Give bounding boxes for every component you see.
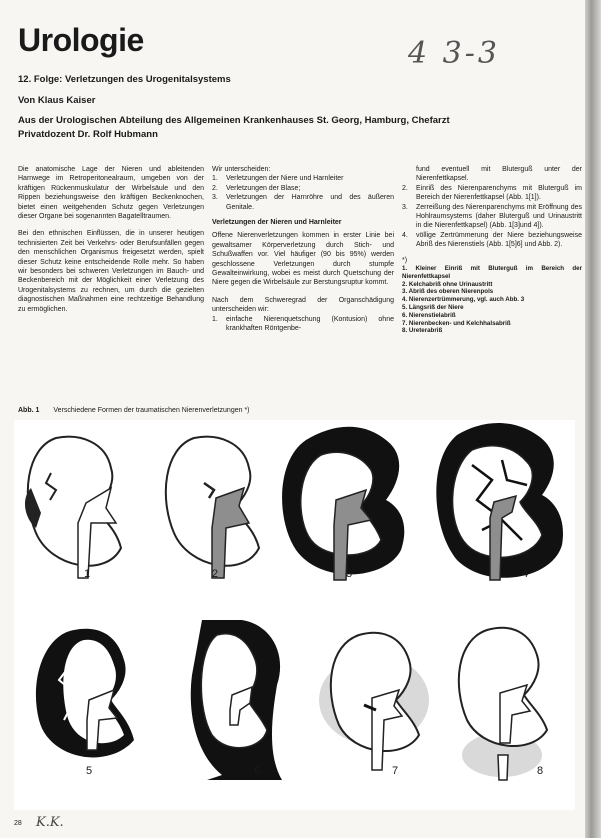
kidney-panel-1 xyxy=(16,428,146,588)
paragraph: Wir unterscheiden: xyxy=(212,166,271,173)
kidney-panel-8 xyxy=(442,615,572,785)
figure-label: 6 xyxy=(254,765,261,777)
legend-item: 4. Nierenzertrümmerung, vgl. auch Abb. 3 xyxy=(402,296,525,304)
kidney-panel-5 xyxy=(29,620,159,780)
list-item: 3. Verletzungen der Harnröhre und des äußeren Genitale. xyxy=(212,194,394,211)
handwritten-note: 4 3-3 xyxy=(408,36,500,71)
page-number: 28 xyxy=(14,820,22,827)
footnote-marker: *) xyxy=(402,256,408,264)
page-edge xyxy=(585,0,601,838)
figure-caption xyxy=(18,407,250,414)
kidney-panel-2 xyxy=(154,428,284,588)
paragraph: Die anatomische Lage der Nieren und ableitenden Harnwege im Retroperitonealraum, umgeben von der kräftigen Rückenmuskulatur der Wirbelsäule und den Rippen beziehungsweise den kräftigen Beckenknochen, bietet einen weitgehenden Schutz gegen Verletzungen dieser Organe bei sogenannten Bagatelltraumen. xyxy=(18,166,204,221)
legend-item: 3. Abriß des oberen Nierenpols xyxy=(402,288,494,296)
kidney-illustration xyxy=(14,420,575,810)
list-item: 1. einfache Nierenquetschung (Kontusion) ohne krankhaften Röntgenbe- xyxy=(212,315,394,333)
list-item: 1. Verletzungen der Niere und Harnleiter xyxy=(212,175,344,183)
figure-label: 5 xyxy=(86,765,93,777)
kidney-panel-4 xyxy=(432,420,572,590)
figure-label: 4 xyxy=(522,568,529,580)
legend-item: 6. Nierenstielabriß xyxy=(402,311,456,319)
figure-label: 7 xyxy=(392,765,399,777)
author: Von Klaus Kaiser xyxy=(18,95,96,106)
list-item: 4. völlige Zertrümmerung der Niere beziehungsweise Abriß des Nierenstiels (Abb. 1[5]6] und Abb. 2). xyxy=(402,231,582,249)
list-item: 2. Verletzungen der Blase; xyxy=(212,184,301,192)
section-heading: Verletzungen der Nieren und Harnleiter xyxy=(212,219,342,227)
paragraph: fund eventuell mit Bluterguß unter der Nierenfettkapsel. xyxy=(416,166,582,183)
figure-label: 1 xyxy=(84,568,91,580)
list-item: 3. Zerreißung des Nierenparenchyms mit Eröffnung des Hohlraumsystems (daher Bluterguß und Urinaustritt in die Nierenfettkapsel) (Abb. 1[3]und 4]). xyxy=(402,203,582,230)
page-title: Urologie xyxy=(18,22,144,58)
affiliation: Aus der Urologischen Abteilung des Allgemeinen Krankenhauses St. Georg, Hamburg, Chefarzt Privatdozent Dr. Rolf Hubmann xyxy=(18,115,450,140)
legend-item: 7. Nierenbecken- und Kelchhalsabriß xyxy=(402,319,511,327)
legend-item: 2. Kelchabriß ohne Urinaustritt xyxy=(402,280,493,288)
column-1 xyxy=(18,165,204,322)
figure-label: 2 xyxy=(212,568,219,580)
initials-signature: K.K. xyxy=(36,815,64,830)
kidney-panel-6 xyxy=(172,615,302,785)
legend-item: 5. Längsriß der Niere xyxy=(402,304,464,312)
caption-text: Verschiedene Formen der traumatischen Nierenverletzungen *) xyxy=(53,407,250,414)
caption-label: Abb. 1 xyxy=(18,407,40,414)
paragraph: Bei den ethnischen Einflüssen, die in unserer heutigen technisierten Zeit bei Verkehrs- oder Berufsunfällen gegen den menschlichen Organismus freigesetzt werden, spielt dieser Schutz keine entscheidende Rolle mehr. So haben wir besonders bei schweren Verletzungen im Bauch- und Beckenbereich mit der Möglichkeit einer Verletzung des Urogenitalsystems zu rechnen, um durch die gezielten diagnostischen Maßnahmen eine rechtzeitige Behandlung zu ermöglichen. xyxy=(18,230,204,313)
series-subtitle: 12. Folge: Verletzungen des Urogenitalsystems xyxy=(18,74,231,85)
paragraph: Offene Nierenverletzungen kommen in erster Linie bei gewaltsamer Körperverletzung durch Stich- und Schußwaffen vor. Viel häufiger (90 bis 95%) werden geschlossene Verletzungen durch stumpfe Gewalteinwirkung, wobei es meist durch Quetschung der Niere gegen die Wirbelsäule zur Berstungsruptur kommt. xyxy=(212,232,394,287)
column-2 xyxy=(212,165,394,334)
figure-label: 3 xyxy=(346,568,353,580)
legend-item: 8. Ureterabriß xyxy=(402,327,443,335)
kidney-panel-3 xyxy=(276,420,416,590)
list-item: 2. Einriß des Nierenparenchyms mit Bluterguß im Bereich der Nierenfettkapsel (Abb. 1[1]). xyxy=(402,184,582,202)
figure-legend xyxy=(402,265,582,335)
kidney-panel-7 xyxy=(314,620,444,780)
column-3 xyxy=(402,165,582,335)
paragraph: Nach dem Schweregrad der Organschädigung unterscheiden wir: xyxy=(212,296,394,314)
legend-item: 1. Kleiner Einriß mit Bluterguß im Bereich der Nierenfettkapsel xyxy=(402,265,582,280)
figure-label: 8 xyxy=(537,765,544,777)
